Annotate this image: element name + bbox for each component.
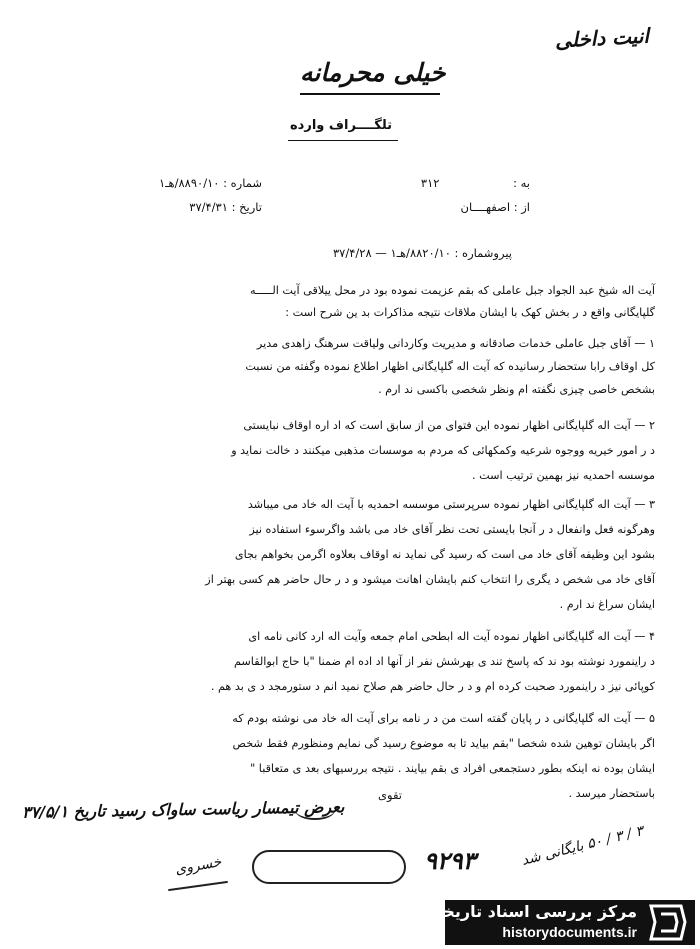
- body-line-4: کل اوقاف رابا ستحضار رسانیده که آیت اله گلپایگانی اظهار اطلاع نموده وگفته من نسبت: [245, 360, 655, 373]
- signature-underline: [168, 881, 228, 891]
- date-label: تاریخ :: [231, 200, 262, 214]
- to-value: ۳۱۲: [420, 176, 440, 190]
- handwritten-archive-note: ۳ / ۳ / ۵۰ بایگانی شد: [519, 823, 646, 869]
- top-secret-underline: [300, 93, 440, 95]
- body-line-9: ۳ — آیت اله گلپایگانی اظهار نموده سرپرستی موسسه احمدیه با آیت اله خاد می میباشد: [247, 498, 655, 511]
- body-line-17: ۵ — آیت اله گلپایگانی د ر پایان گفته است من د ر نامه برای آیت اله خاد می نوشته بودم که: [232, 712, 655, 725]
- body-line-20: باستحضار میرسد .: [568, 787, 655, 800]
- to-label: به :: [513, 176, 530, 190]
- body-line-18: اگر بایشان توهین شده شخصا "بقم بیاید تا به موضوع رسید گی نمایم ومنظورم فقط شخص: [232, 737, 655, 750]
- from-value: اصفهــــان: [460, 200, 511, 214]
- body-line-19: ایشان بوده نه اینکه بطور دستجمعی افراد ی بقم بیایند . نتیجه بررسیهای بعد ی متعاقبا ": [250, 762, 655, 775]
- body-line-13: ایشان سراغ ند ارم .: [559, 598, 655, 611]
- date-value: ۳۷/۴/۳۱: [189, 200, 228, 214]
- watermark-title: مرکز بررسی اسناد تاریخی: [427, 902, 637, 921]
- archive-stamp-box: [252, 850, 406, 884]
- handwritten-submission-note: بعرض تیمسار ریاست ساواک رسید تاریخ ۳۷/۵/۱: [21, 797, 345, 822]
- number-label: شماره :: [223, 176, 262, 190]
- archive-logo-icon: [641, 900, 691, 945]
- from-label: از :: [513, 200, 530, 214]
- body-line-5: بشخص خاصی چیزی نگفته ام ونظر شخصی باکسی ند ارم .: [378, 383, 655, 396]
- top-secret-label: خیلی محرمانه: [300, 58, 446, 87]
- reference-line: پیروشماره : ۸۸۲۰/۱۰/هـ۱ — ۳۷/۴/۲۸: [332, 246, 512, 260]
- body-line-15: د راینمورد نوشته بود ند که پاسخ تند ی بهرشش نفر از آنها اد اده ام ضمنا "با حاج ابوالقاسم: [233, 655, 655, 668]
- title-underline: [288, 140, 398, 141]
- body-line-7: د ر امور خیریه ووجوه شرعیه وکمکهائی که مردم به موسسات مذهبی میکنند د خالت نماید و: [231, 444, 655, 457]
- body-line-14: ۴ — آیت اله گلپایگانی اظهار نموده آیت اله ابطحی امام جمعه وآیت اله ارد کانی نامه ای: [248, 630, 655, 643]
- body-line-1: آیت اله شیخ عبد الجواد جبل عاملی که بقم عزیمت نموده بود در محل ییلاقی آیت الـــــه: [249, 284, 655, 297]
- handwritten-number: ۹۲۹۳: [424, 846, 476, 875]
- body-line-8: موسسه احمدیه نیز بهمین ترتیب است .: [471, 469, 655, 482]
- body-line-2: گلپایگانی واقع د ر بخش کهک با ایشان ملاقات نتیجه مذاکرات بد ین شرح است :: [285, 306, 655, 319]
- to-field: [421, 176, 530, 190]
- from-field: [461, 200, 530, 214]
- document-title: تلگــــراف وارده: [290, 118, 393, 133]
- watermark-logo: [427, 900, 695, 945]
- body-line-6: ۲ — آیت اله گلپایگانی اظهار نموده این فتوای من از سابق است که اد اره اوقاف نبایستی: [243, 419, 655, 432]
- body-line-3: ۱ — آقای جبل عاملی خدمات صادقانه و مدیریت وکاردانی ولیاقت سرهنگ زاهدی مدیر: [256, 337, 655, 350]
- number-value: ۸۸۹۰/۱۰/هـ۱: [159, 176, 220, 190]
- handwritten-signature: خسروی: [173, 854, 223, 878]
- body-line-12: آقای خاد می شخص د یگری را انتخاب کنم بایشان اهانت میشود و د ر حال حاضر هم کسی بهتر از: [205, 573, 655, 586]
- stamp-internal-security: انیت داخلی: [554, 23, 650, 53]
- handwritten-scribble-1: [295, 800, 335, 820]
- number-field: [159, 176, 262, 190]
- body-line-10: وهرگونه فعل وانفعال د ر آنجا بایستی تحت نظر آقای خاد می باشد واگرسوء استفاده نیز: [249, 523, 655, 536]
- date-field: [189, 200, 262, 214]
- sender-signature: تقوی: [378, 788, 402, 802]
- watermark-url: historydocuments.ir: [502, 924, 637, 940]
- body-line-16: کوپائی نیز د راینمورد صحبت کرده ام و د ر حال حاضر هم صلاح نمید انم د ستورمجد د ی بد هم .: [210, 680, 655, 693]
- body-line-11: بشود این وظیفه آقای خاد می است که رسید گی نماید نه اوقاف بعلاوه اگرمن بخواهم بجای: [234, 548, 655, 561]
